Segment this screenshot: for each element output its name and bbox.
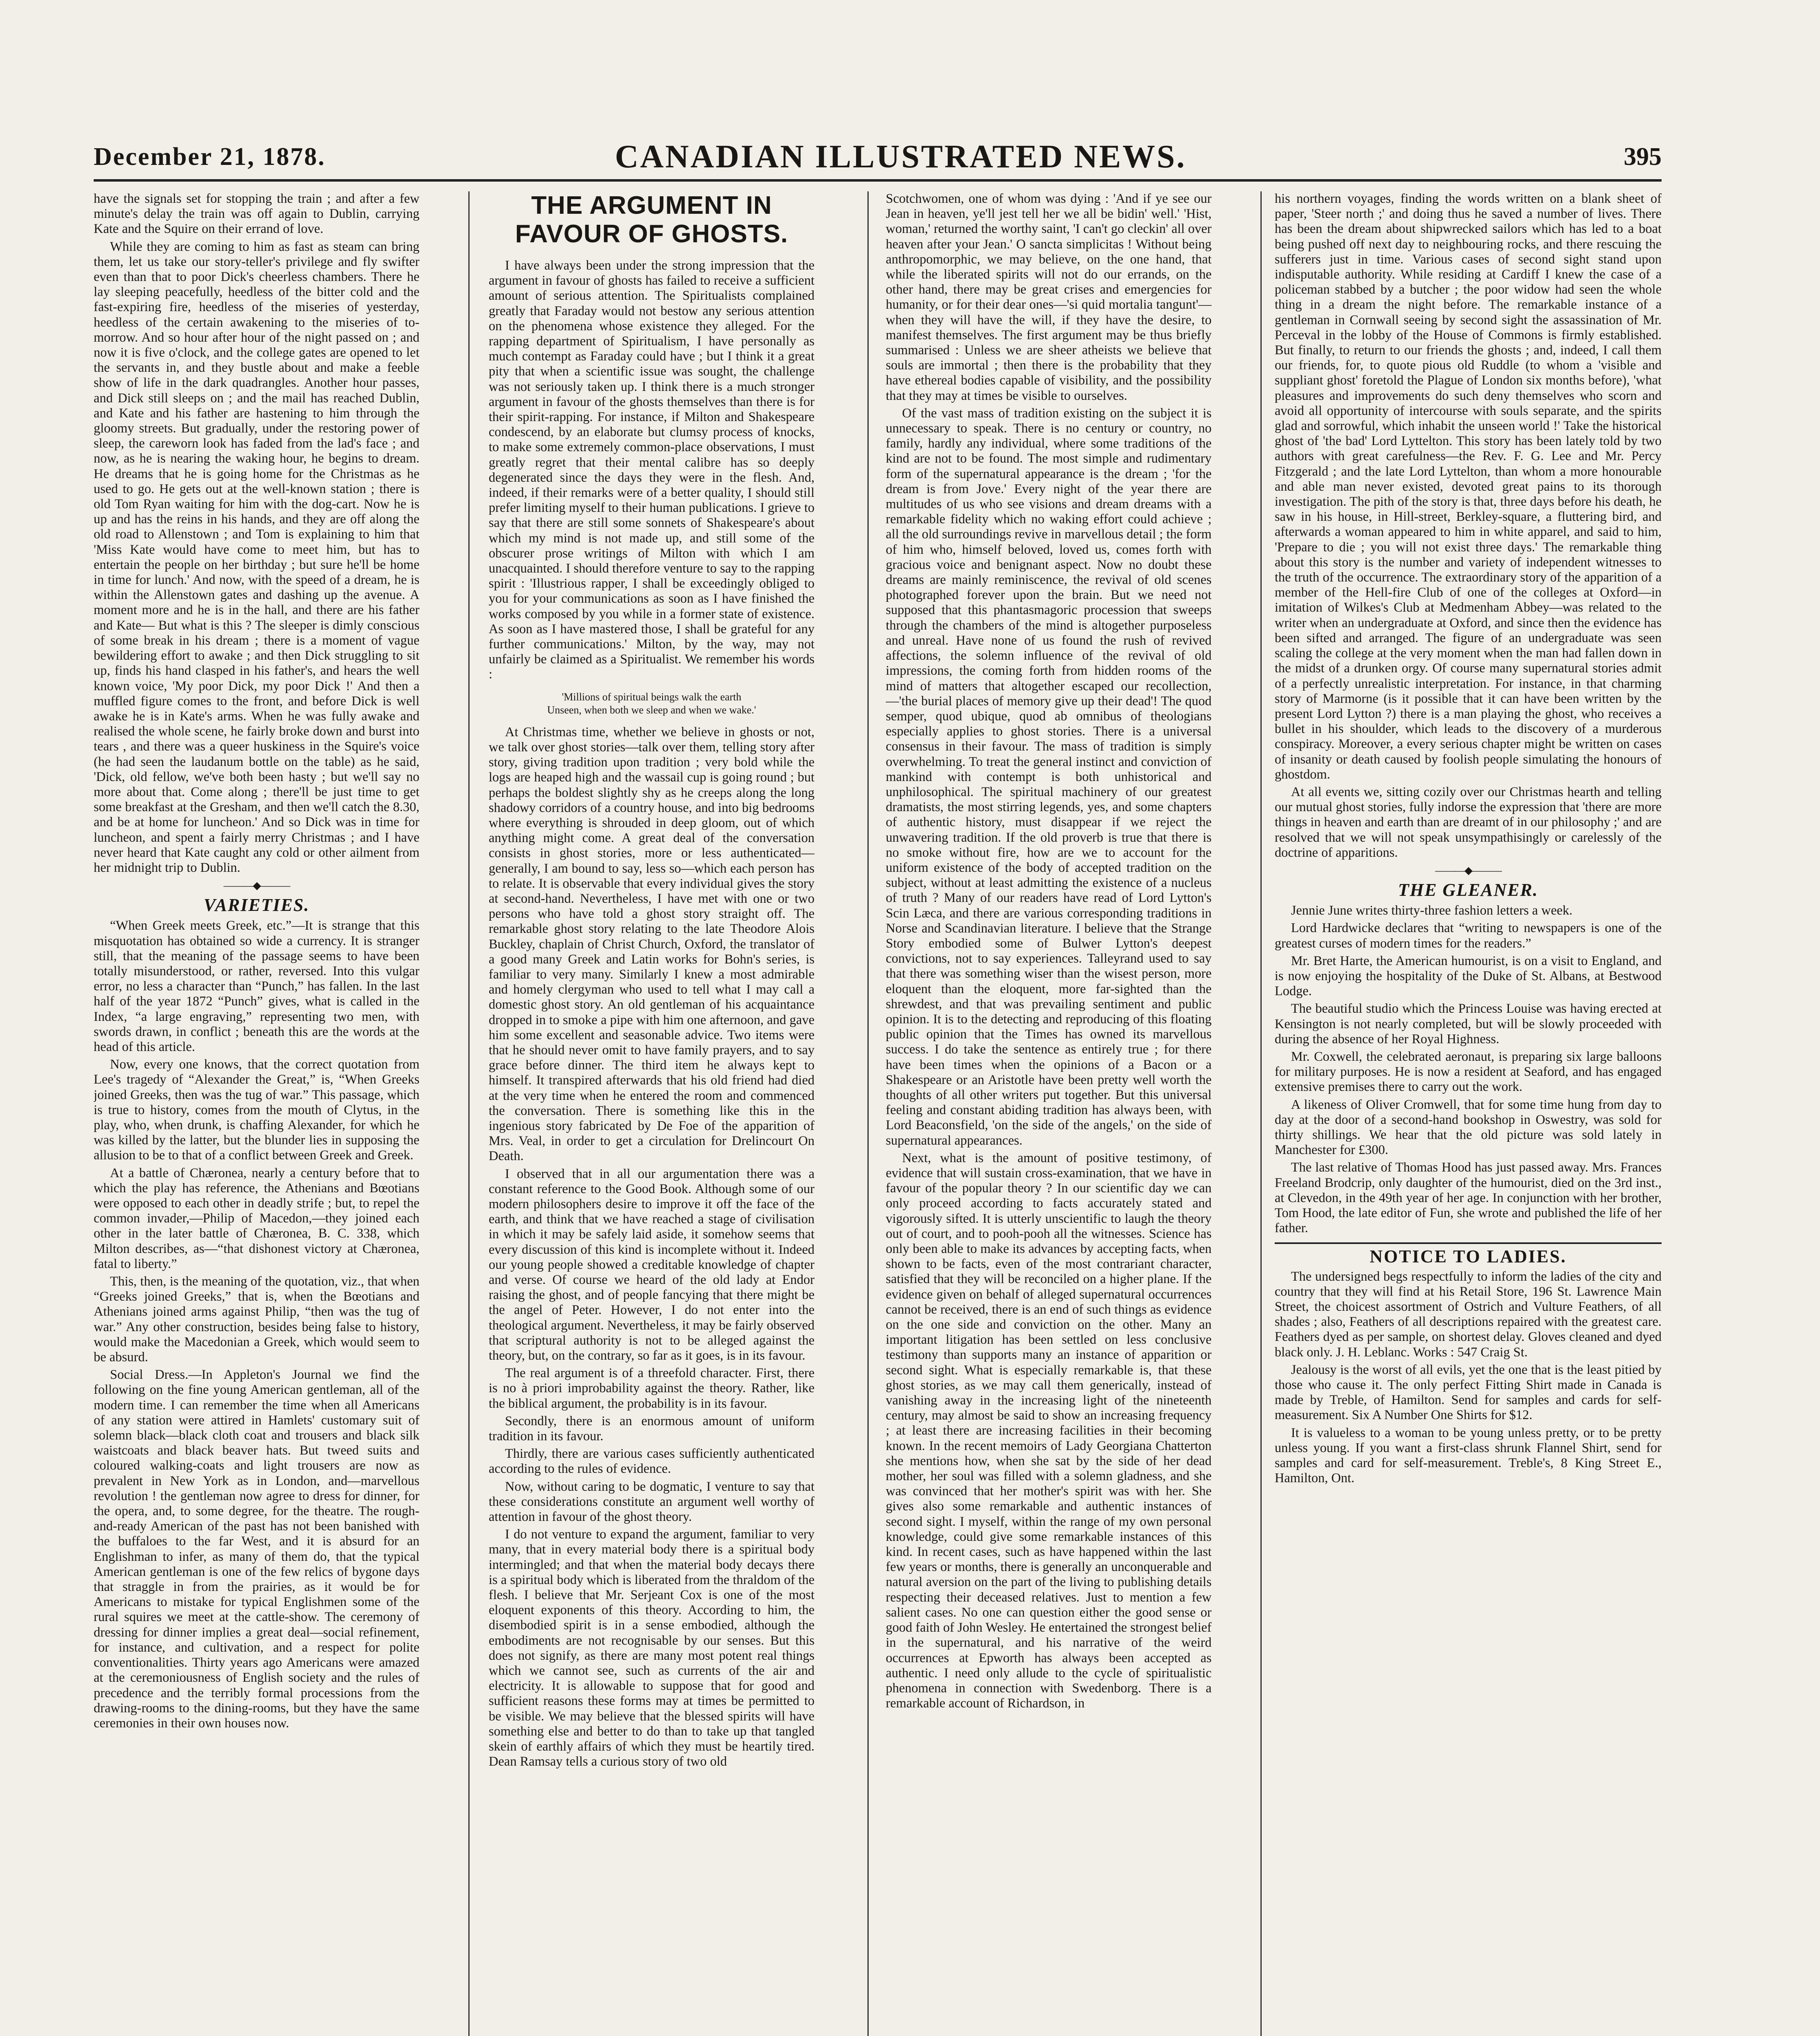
quote-line: 'Millions of spiritual beings walk the earth — [562, 691, 742, 703]
gleaner-item: The last relative of Thomas Hood has just passed away. Mrs. Frances Freeland Brodcrip, only daughter of the humourist, died on the 3rd inst., at Clevedon, in the 49th year of her age. In conjunction with her brother, Tom Hood, the late editor of Fun, she wrote and published the life of her father. — [1275, 1160, 1662, 1236]
gleaner-item: Lord Hardwicke declares that “writing to newspapers is one of the greatest curses of modern times for the readers.” — [1275, 921, 1662, 951]
gleaner-item: A likeness of Oliver Cromwell, that for some time hung from day to day at the door of a second-hand bookshop in Oswestry, was sold for thirty shillings. We hear that the old picture was sold lately in Manchester for £300. — [1275, 1097, 1662, 1158]
masthead-title: CANADIAN ILLUSTRATED NEWS. — [615, 139, 1186, 175]
header-rule — [94, 179, 1662, 182]
column-divider — [867, 191, 869, 2036]
gleaner-item: Mr. Coxwell, the celebrated aeronaut, is preparing six large balloons for military purposes. He is now a resident at Seaford, and has engaged extensive premises there to carry out the work. — [1275, 1049, 1662, 1095]
ornamental-separator: ———◆——— — [1435, 864, 1501, 876]
article-paragraph: The real argument is of a threefold character. First, there is no à priori improbability against the theory. Rather, like the biblical argument, the probability is in its favour. — [489, 1366, 814, 1411]
notice-heading: NOTICE TO LADIES. — [1275, 1242, 1662, 1264]
article-paragraph: Now, without caring to be dogmatic, I venture to say that these considerations constitute an argument well worthy of attention in favour of the ghost theory. — [489, 1479, 814, 1525]
social-dress-paragraph: Social Dress.—In Appleton's Journal we find the following on the fine young American gentleman, all of the modern time. I can remember the time when all Americans of any station were attired in Hamlets' customary suit of solemn black—black cloth coat and trousers and black silk waistcoats and black beaver hats. But tweed suits and coloured walking-coats and light trousers are now as prevalent in New York as in London, and—marvellous revolution ! the gentleman now agree to dress for dinner, for the opera, and, to some degree, for the theatre. The rough-and-ready American of the past has not been banished with the buffaloes to the far West, and it is absurd for an Englishman to infer, as many of them do, that the typical American gentleman is one of the few relics of bygone days that straggle in from the prairies, as it would be for Americans to mistake for typical Englishmen some of the rural squires we meet at the cattle-show. The ceremony of dressing for dinner implies a great deal—social refinement, for instance, and cultivation, and a respect for polite conventionalities. Thirty years ago Americans were amazed at the ceremoniousness of English society and the rules of precedence and the terribly formal processions from the drawing-rooms to the dining-rooms, but they have the same ceremonies in their own houses now. — [94, 1367, 419, 1731]
story-paragraph: While they are coming to him as fast as steam can bring them, let us take our story-teller's privilege and fly swifter even than that to poor Dick's cheerless chambers. There he lay sleeping peacefully, heedless of the bitter cold and the fast-expiring fire, heedless of the miseries of yesterday, heedless of the certain awakening to the miseries of to-morrow. And so hour after hour of the night passed on ; and now it is five o'clock, and the college gates are opened to let the servants in, and they bustle about and make a feeble show of life in the dark quadrangles. Another hour passes, and Dick still sleeps on ; and the mail has reached Dublin, and Kate and his father are hastening to him through the gloomy streets. But gradually, under the restoring power of sleep, the careworn look has faded from the lad's face ; and now, as he is nearing the waking hour, he begins to dream. He dreams that he is going home for the Christmas as he used to go. He gets out at the well-known station ; there is old Tom Ryan waiting for him with the dog-cart. Now he is up and has the reins in his hands, and they are off along the old road to Allenstown ; and Tom is explaining to him that 'Miss Kate would have come to meet him, but has to entertain the people on her birthday ; but sure he'll be home in time for lunch.' And now, with the speed of a dream, he is within the Allenstown gates and dashing up the avenue. A moment more and he is in the hall, and there are his father and Kate— But what is this ? The sleeper is dimly conscious of some break in his dream ; there is a moment of vague bewildering effort to awake ; and then Dick struggling to sit up, finds his hand clasped in his father's, and hears the well known voice, 'My poor Dick, my poor Dick !' And then a muffled figure comes to the front, and before Dick is well awake he is in Kate's arms. When he was fully awake and realised the whole scene, he fairly broke down and burst into tears , and there was a queer huskiness in the Squire's voice (he had seen the laudanum bottle on the table) as he said, 'Dick, old fellow, we've both been hasty ; but we'll say no more about that. Come along ; there'll be just time to get some breakfast at the Gresham, and then we'll catch the 8.30, and be at home for luncheon.' And so Dick was in time for luncheon, and spent a fairly merry Christmas ; and I have never heard that Kate caught any cold or other ailment from her midnight trip to Dublin. — [94, 239, 419, 875]
varieties-paragraph: Now, every one knows, that the correct quotation from Lee's tragedy of “Alexander the Great,” is, “When Greeks joined Greeks, then was the tug of war.” This passage, which is true to history, comes from the mouth of Clytus, in the play, who, when drunk, is chaffing Alexander, for which he was killed by the latter, but the blunder lies in supposing the allusion to be to that of a conflict between Greek and Greek. — [94, 1057, 419, 1163]
page-header — [94, 134, 1662, 179]
column-divider — [468, 191, 470, 2036]
column-1 — [94, 191, 419, 2036]
article-paragraph: I have always been under the strong impression that the argument in favour of ghosts has failed to receive a sufficient amount of serious attention. The Spiritualists complained greatly that Faraday would not bestow any serious attention on the phenomena whose existence they alleged. For the rapping department of Spiritualism, I have personally as much contempt as Faraday could have ; but I think it a great pity that when a scientific issue was sought, the challenge was not seriously taken up. I think there is a much stronger argument in favour of the ghosts themselves than there is for their spirit-rapping. For instance, if Milton and Shakespeare condescend, by an elaborate but clumsy process of knocks, to make some extremely common-place observations, I must greatly regret that their mental calibre has so deeply degenerated since the days they were in the flesh. And, indeed, if their remarks were of a better quality, I should still prefer limiting myself to their human publications. I grieve to say that there are still some sonnets of Shakespeare's about which my mind is not made up, and still some of the obscurer prose writings of Milton with which I am unacquainted. I should therefore venture to say to the rapping spirit : 'Illustrious rapper, I shall be exceedingly obliged to you for your communications as soon as I have finished the works composed by you while in a former state of existence. As soon as I have mastered those, I shall be grateful for any further communications.' Milton, by the way, may not unfairly be claimed as a Spiritualist. We remember his words : — [489, 258, 814, 682]
varieties-paragraph: This, then, is the meaning of the quotation, viz., that when “Greeks joined Greeks,” that is, when the Bœotians and Athenians joined arms against Philip, “then was the tug of war.” Any other construction, besides being false to history, would make the Macedonian a Greek, which would seem to be absurd. — [94, 1274, 419, 1365]
article-paragraph: Next, what is the amount of positive testimony, of evidence that will sustain cross-examination, that we have in favour of the popular theory ? In our scientific day we can only proceed according to facts accurately stated and vigorously sifted. It is utterly unscientific to laugh the theory out of court, and to pooh-pooh all the witnesses. Science has only been able to make its advances by accepting facts, when shown to be facts, even of the most contrariant character, satisfied that they will be reconciled on a higher plane. If the evidence given on behalf of alleged supernatural occurrences cannot be received, there is an end of such things as evidence on the one side and conviction on the other. Many an important litigation has been settled on less conclusive testimony than supports many an instance of apparition or second sight. What is especially remarkable is, that these ghost stories, as we may call them generically, instead of vanishing away in the increasing light of the nineteenth century, may almost be said to show an increasing frequency ; at least there are increasing facilities in their becoming known. In the recent memoirs of Lady Georgiana Chatterton she mentions how, when she sat by the side of her dead mother, her soul was filled with a solemn gladness, and she was convinced that her mother's spirit was with her. She gives also some remarkable and authentic instances of second sight. I myself, within the range of my own personal knowledge, could give some remarkable instances of this kind. In recent cases, such as have happened within the last few years or months, there is generally an unconquerable and natural aversion on the part of the living to publishing details respecting their deceased relatives. Just to mention a few salient cases. No one can question either the good sense or good faith of John Wesley. He entertained the strongest belief in the supernatural, and his narrative of the weird occurrences at Epworth has always been accepted as authentic. I need only allude to the cycle of spiritualistic phenomena in connection with Swedenborg. There is a remarkable account of Richardson, in — [886, 1150, 1212, 1711]
gleaner-item: Jennie June writes thirty-three fashion letters a week. — [1291, 903, 1573, 918]
advertisement: Jealousy is the worst of all evils, yet the one that is the least pitied by those who cause it. The only perfect Fitting Shirt made in Canada is made by Treble, of Hamilton. Send for samples and cards for self-measurement. Six A Number One Shirts for $12. — [1275, 1362, 1662, 1423]
page-number: 395 — [1624, 143, 1662, 171]
column-3 — [886, 191, 1212, 2036]
milton-quote — [489, 691, 814, 717]
article-paragraph: Of the vast mass of tradition existing on the subject it is unnecessary to speak. There is no century or country, no family, hardly any individual, where some traditions of the kind are not to be found. The most simple and rudimentary form of the supernatural appearance is the dream ; 'for the dream is from Jove.' Every night of the year there are multitudes of us who see visions and dream dreams with a remarkable fidelity which no waking effort could achieve ; all the old surroundings revive in marvellous detail ; the form of him who, himself beloved, loved us, comes forth with gracious voice and benignant aspect. Now no doubt these dreams are mainly reminiscence, the revival of old scenes photographed forever upon the brain. But we need not supposed that this phantasmagoric procession that sweeps through the chambers of the mind is altogether purposeless and unreal. Have none of us found the rush of revived affections, the solemn influence of the revival of old impressions, the coming forth from hidden rooms of the mind of matters that altogether escaped our recollection,—'the burial places of memory give up their dead'! The quod semper, quod ubique, quod ab omnibus of theologians especially applies to ghost stories. There is a universal consensus in their favour. The mass of tradition is simply overwhelming. To treat the general instinct and conviction of mankind with contempt is both unhistorical and unphilosophical. The spiritual machinery of our greatest dramatists, the most stirring legends, yes, and some chapters of authentic history, must disappear if we reject the unwavering tradition. If the old proverb is true that there is no smoke without fire, how are we to account for the uniform existence of the body of accepted tradition on the subject, without at least admitting the existence of a nucleus of truth ? Many of our readers have read of Lord Lytton's Scin Læca, and there are various corresponding traditions in Norse and Scandinavian literature. I believe that the Strange Story embodied some of Bulwer Lytton's deepest convictions, not to say experiences. Talleyrand used to say that there was something wiser than the wisest person, more eloquent than the eloquent, more far-sighted than the shrewdest, and that was prevailing sentiment and public opinion. It is to the detecting and reproducing of this floating public opinion that the Times has owned its marvellous success. I do take the sentence as entirely true ; for there have been times when the opinions of a Bacon or a Shakespeare or an Aristotle have been pretty well worth the thoughts of all other writers put together. But this universal feeling and constant abiding tradition has always been, with Lord Beaconsfield, 'on the side of the angels,' on the side of supernatural appearances. — [886, 406, 1212, 1148]
story-continuation: have the signals set for stopping the train ; and after a few minute's delay the train was off again to Dublin, carrying Kate and the Squire on their errand of love. — [94, 191, 419, 237]
advertisement: It is valueless to a woman to be young unless pretty, or to be pretty unless young. If you want a first-class shrunk Flannel Shirt, send for samples and card for self-measurement. Treble's, 8 King Street E., Hamilton, Ont. — [1275, 1425, 1662, 1486]
gleaner-heading: THE GLEANER. — [1398, 880, 1539, 900]
gleaner-item: Mr. Bret Harte, the American humourist, is on a visit to England, and is now enjoying the hospitality of the Duke of St. Albans, at Bestwood Lodge. — [1275, 953, 1662, 999]
article-paragraph: Secondly, there is an enormous amount of uniform tradition in its favour. — [489, 1413, 814, 1444]
article-paragraph: Scotchwomen, one of whom was dying : 'And if ye see our Jean in heaven, ye'll jest tell her we all be bidin' well.' 'Hist, woman,' returned the worthy saint, 'I can't go cleckin' all over heaven after your Jean.' O sancta simplicitas ! Without being anthropomorphic, we may believe, on the one hand, that while the liberated spirits will not do our errands, on the other hand, there may be great crises and emergencies for humanity, or for their dear ones—'si quid mortalia tangunt'—when they will have the will, if they have the desire, to manifest themselves. The first argument may be thus briefly summarised : Unless we are sheer atheists we believe that souls are immortal ; then there is the probability that they have ethereal bodies capable of visibility, and the possibility that they may at times be visible to ourselves. — [886, 191, 1212, 403]
gleaner-item: The beautiful studio which the Princess Louise was having erected at Kensington is not nearly completed, but will be slowly proceeded with during the absence of her Royal Highness. — [1275, 1001, 1662, 1047]
varieties-heading: VARIETIES. — [203, 895, 310, 915]
quote-line: Unseen, when both we sleep and when we wake.' — [547, 704, 756, 716]
article-paragraph: I do not venture to expand the argument, familiar to very many, that in every material body there is a spiritual body intermingled; and that when the material body decays there is a spiritual body which is liberated from the thraldom of the flesh. I believe that Mr. Serjeant Cox is one of the most eloquent exponents of this theory. According to him, the disembodied spirit is in a sense embodied, although the embodiments are not recognisable by our senses. But this does not signify, as there are many most potent real things which we cannot see, such as currents of the air and electricity. It is allowable to suppose that for good and sufficient reasons these forms may at times be permitted to be visible. We may believe that the blessed spirits will have something else and better to do than to take up that tangled skein of earthly affairs of which they must be heartily tired. Dean Ramsay tells a curious story of two old — [489, 1527, 814, 1769]
ornamental-separator: ———◆——— — [224, 880, 290, 892]
header-date: December 21, 1878. — [94, 143, 326, 171]
article-paragraph: his northern voyages, finding the words written on a blank sheet of paper, 'Steer north ;' and doing thus he saved a number of lives. There has been the dream about shipwrecked sailors which has led to a boat being pushed off next day to neighbouring rocks, and there rescuing the sufferers just in time. Various cases of second sight stand upon indisputable authority. While residing at Cardiff I knew the case of a policeman stabbed by a butcher ; the poor widow had seen the whole thing in a dream the night before. The remarkable instance of a gentleman in Cornwall seeing by second sight the assassination of Mr. Perceval in the lobby of the House of Commons is firmly established. But finally, to return to our friends the ghosts ; and, indeed, I call them our friends, for, to quote pious old Ruddle (to whom a 'visible and suppliant ghost' foretold the Plague of London six months before), 'what pleasures and improvements do such deny themselves who scorn and avoid all opportunity of intercourse with souls separate, and the spirits glad and sorrowful, which inhabit the unseen world !' Take the historical ghost of 'the bad' Lord Lyttelton. This story has been lately told by two authors with great carefulness—the Rev. F. G. Lee and Mr. Percy Fitzgerald ; and the late Lord Lyttelton, than whom a more honourable and able man never existed, devoted great pains to its thorough investigation. The pith of the story is that, three days before his death, he saw in his house, in Hill-street, Berkley-square, a fluttering bird, and afterwards a woman appeared to him in white apparel, and said to him, 'Prepare to die ; you will not exist three days.' The remarkable thing about this story is the number and variety of independent witnesses to the truth of the occurrence. The extraordinary story of the apparition of a member of the Hell-fire Club of one of the colleges at Oxford—in imitation of Wilkes's Club at Medmenham Abbey—was related to the writer when an undergraduate at Oxford, and since then the evidence has been sifted and arranged. The figure of an undergraduate was seen scaling the college at the very moment when the man had fallen down in the midst of a drunken orgy. Of course many supernatural stories admit of a perfectly unrealistic interpretation. For instance, in that charming story of Marmorne (is it possible that it can have been written by the present Lord Lytton ?) there is a man playing the ghost, who receives a bullet in his shoulder, which leads to the discovery of a murderous conspiracy. Moreover, a every serious chapter might be written on cases of insanity or death caused by foolish people simulating the honours of ghostdom. — [1275, 191, 1662, 782]
advertisement: The undersigned begs respectfully to inform the ladies of the city and country that they will find at his Retail Store, 196 St. Lawrence Main Street, the choicest assortment of Ostrich and Vulture Feathers, of all shades ; also, Feathers of all descriptions repaired with the greatest care. Feathers dyed as per sample, on shortest delay. Gloves cleaned and dyed black only. J. H. Leblanc. Works : 547 Craig St. — [1275, 1269, 1662, 1360]
varieties-paragraph: At a battle of Chæronea, nearly a century before that to which the play has reference, the Athenians and Bœotians were opposed to each other in deadly strife ; but, to repel the common invader,—Philip of Macedon,—they joined each other in the later battle of Chæronea, B. C. 338, which Milton describes, as—“that dishonest victory at Chæronea, fatal to liberty.” — [94, 1165, 419, 1271]
column-2 — [489, 191, 814, 2036]
article-paragraph: At Christmas time, whether we believe in ghosts or not, we talk over ghost stories—talk over them, telling story after story, giving tradition upon tradition ; very bold while the logs are heaped high and the wassail cup is going round ; but perhaps the boldest slightly shy as he creeps along the long shadowy corridors of a country house, and into big bedrooms where everything is shrouded in deep gloom, out of which anything might come. A great deal of the conversation consists in ghost stories, more or less authenticated—generally, I am bound to say, less so—which each person has to relate. It is observable that every individual gives the story at second-hand. Nevertheless, I have met with one or two persons who have told a ghost story straight off. The remarkable ghost story relating to the late Theodore Alois Buckley, chaplain of Christ Church, Oxford, the translator of a good many Greek and Latin works for Bohn's series, is familiar to very many. Similarly I knew a most admirable and homely clergyman who used to tell what I may call a domestic ghost story. An old gentleman of his acquaintance dropped in to smoke a pipe with him one afternoon, and gave him some excellent and seasonable advice. Two items were that he should never omit to have family prayers, and to say grace before dinner. The third item he always kept to himself. It transpired afterwards that his old friend had died at the very time when he entered the room and commenced the conversation. There is something like this in the ingenious story fabricated by De Foe of the apparition of Mrs. Veal, in order to get a circulation for Drelincourt On Death. — [489, 724, 814, 1164]
column-4 — [1275, 191, 1662, 2036]
column-divider — [1260, 191, 1262, 2036]
article-paragraph: I observed that in all our argumentation there was a constant reference to the Good Book. Although some of our modern philosophers desire to improve it off the face of the earth, and think that we have reached a stage of civilisation in which it may be safely laid aside, it somehow seems that every discussion of this kind is incomplete without it. Indeed our young people showed a creditable knowledge of chapter and verse. Of course we heard of the old lady at Endor raising the ghost, and of people fancying that there might be the angel of Peter. However, I do not enter into the theological argument. Nevertheless, it may be fairly observed that scriptural authority is not to be alleged against the theory, but, on the contrary, so far as it goes, is in its favour. — [489, 1166, 814, 1363]
varieties-paragraph: “When Greek meets Greek, etc.”—It is strange that this misquotation has obtained so wide a currency. It is stranger still, that the meaning of the passage seems to have been totally misunderstood, or rather, reversed. Into this vulgar error, no less a character than “Punch,” has fallen. In the last half of the year 1872 “Punch” gives, what is called in the Index, “a large engraving,” representing two men, with swords drawn, in conflict ; beneath this are the words at the head of this article. — [94, 918, 419, 1054]
article-title: THE ARGUMENT IN FAVOUR OF GHOSTS. — [515, 191, 788, 248]
article-paragraph: Thirdly, there are various cases sufficiently authenticated according to the rules of evidence. — [489, 1446, 814, 1477]
article-paragraph: At all events we, sitting cozily over our Christmas hearth and telling our mutual ghost stories, fully indorse the expression that 'there are more things in heaven and earth than are dreamt of in our philosophy ;' and are resolved that we will not speak unsympathisingly or carelessly of the doctrine of apparitions. — [1275, 784, 1662, 860]
